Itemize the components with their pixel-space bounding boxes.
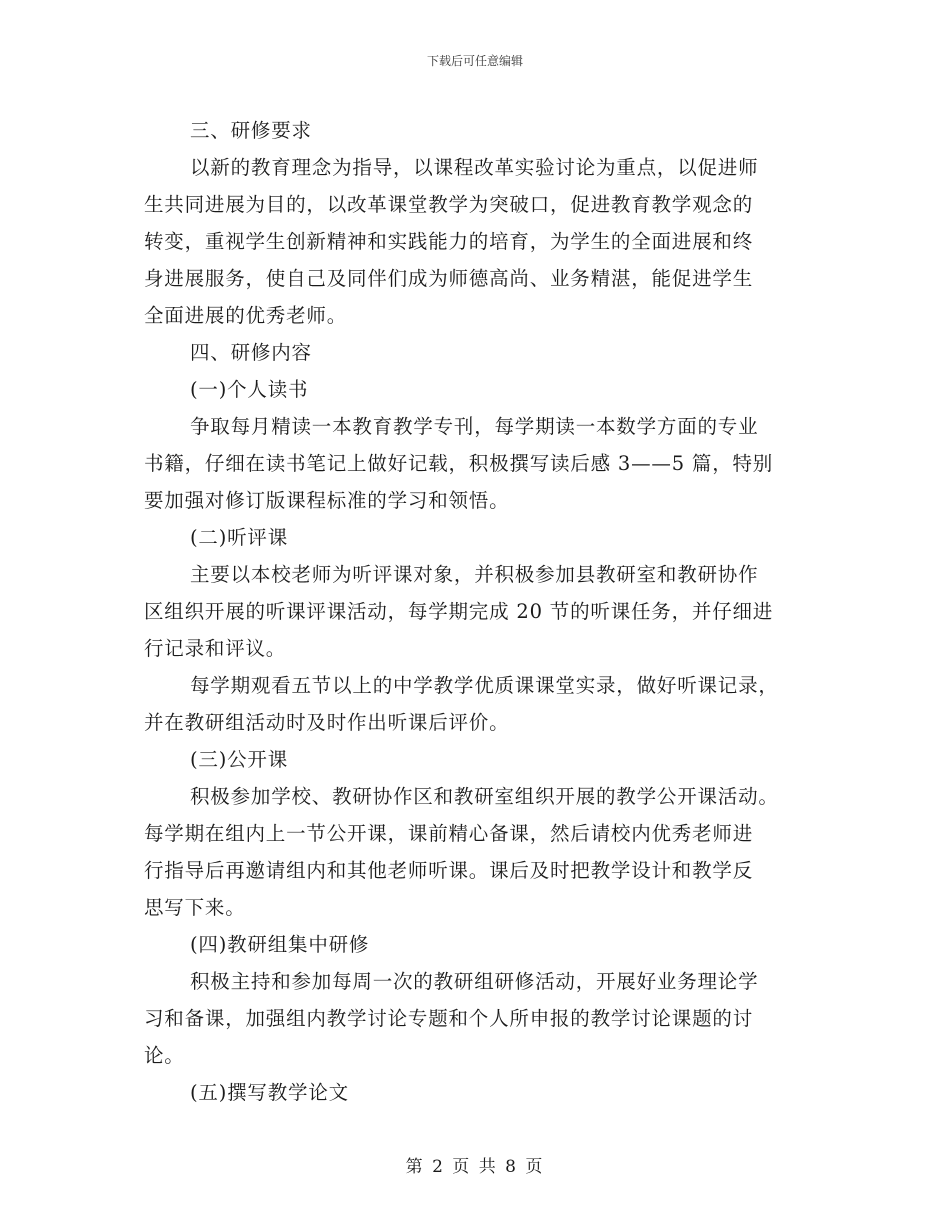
text-line: 书籍，仔细在读书笔记上做好记载，积极撰写读后感 3——5 篇，特别 xyxy=(144,452,774,475)
document-body xyxy=(144,112,806,1111)
text-line: 并在教研组活动时及时作出听课后评价。 xyxy=(144,711,510,734)
text-line: 身进展服务，使自己及同伴们成为师德高尚、业务精湛，能促进学生 xyxy=(144,267,754,290)
text-line: 全面进展的优秀老师。 xyxy=(144,304,348,327)
text-line: 要加强对修订版课程标准的学习和领悟。 xyxy=(144,489,510,512)
text-line: 习和备课，加强组内教学讨论专题和个人所申报的教学讨论课题的讨 xyxy=(144,1007,754,1030)
text-line: 区组织开展的听课评课活动，每学期完成 20 节的听课任务，并仔细进 xyxy=(144,600,774,623)
text-line: (一)个人读书 xyxy=(190,378,309,401)
text-line: 每学期观看五节以上的中学教学优质课课堂实录，做好听课记录， xyxy=(190,674,779,697)
text-line: 四、研修内容 xyxy=(190,341,312,364)
text-line: 生共同进展为目的，以改革课堂教学为突破口，促进教育教学观念的 xyxy=(144,193,754,216)
text-line: (四)教研组集中研修 xyxy=(190,933,370,956)
text-line: 积极主持和参加每周一次的教研组研修活动，开展好业务理论学 xyxy=(190,970,759,993)
text-line: 转变，重视学生创新精神和实践能力的培育，为学生的全面进展和终 xyxy=(144,230,754,253)
text-line: 积极参加学校、教研协作区和教研室组织开展的教学公开课活动。 xyxy=(190,785,779,808)
text-line: 每学期在组内上一节公开课，课前精心备课，然后请校内优秀老师进 xyxy=(144,822,754,845)
text-line: 争取每月精读一本教育教学专刊，每学期读一本数学方面的专业 xyxy=(190,415,759,438)
text-line: 论。 xyxy=(144,1044,185,1067)
header-note: 下载后可任意编辑 xyxy=(426,54,523,68)
text-line: (五)撰写教学论文 xyxy=(190,1081,349,1104)
text-line: (二)听评课 xyxy=(190,526,289,549)
text-line: 行记录和评议。 xyxy=(144,637,287,660)
text-line: 以新的教育理念为指导，以课程改革实验讨论为重点，以促进师 xyxy=(190,156,759,179)
text-line: (三)公开课 xyxy=(190,748,289,771)
text-line: 思写下来。 xyxy=(144,896,246,919)
page-number: 第 2 页 共 8 页 xyxy=(405,1157,545,1177)
text-line: 三、研修要求 xyxy=(190,119,312,142)
text-line: 主要以本校老师为听评课对象，并积极参加县教研室和教研协作 xyxy=(190,563,759,586)
text-line: 行指导后再邀请组内和其他老师听课。课后及时把教学设计和教学反 xyxy=(144,859,754,882)
